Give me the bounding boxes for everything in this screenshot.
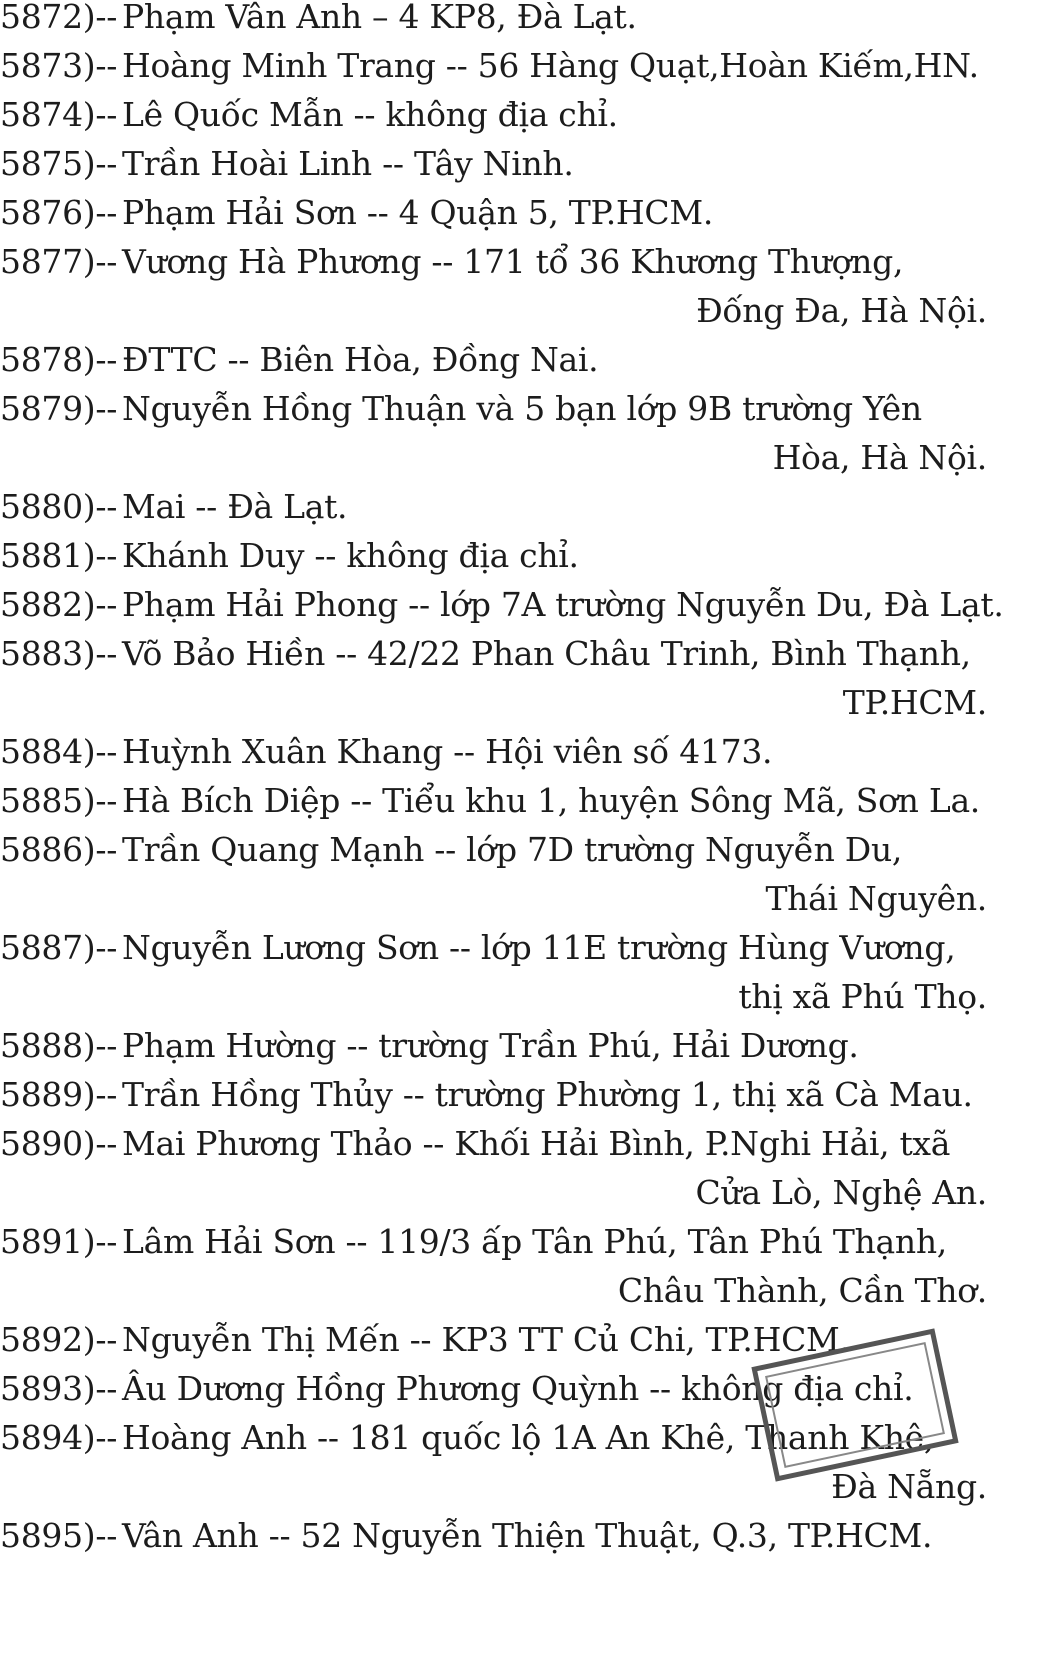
entry-number: 5873)--: [0, 46, 118, 85]
entry-number: 5879)--: [0, 389, 118, 428]
entry-continuation: Đà Nẵng.: [831, 1467, 987, 1506]
entry-number: 5877)--: [0, 242, 118, 281]
entry-text: Hoàng Minh Trang -- 56 Hàng Quạt,Hoàn Kiếm,HN.: [122, 46, 979, 85]
entry-number: 5886)--: [0, 830, 118, 869]
entry-continuation: Hòa, Hà Nội.: [772, 438, 987, 477]
entry-number: 5878)--: [0, 340, 118, 379]
entry-text: Nguyễn Hồng Thuận và 5 bạn lớp 9B trường Yên: [122, 389, 922, 428]
entry-text: Nguyễn Lương Sơn -- lớp 11E trường Hùng Vương,: [122, 928, 956, 967]
entry-text: Khánh Duy -- không địa chỉ.: [122, 536, 579, 575]
entry-number: 5882)--: [0, 585, 118, 624]
entry-continuation: Châu Thành, Cần Thơ.: [617, 1271, 987, 1310]
entry-number: 5889)--: [0, 1075, 118, 1114]
entry-text: Phạm Hường -- trường Trần Phú, Hải Dương.: [122, 1026, 859, 1065]
entry-number: 5875)--: [0, 144, 118, 183]
entry-number: 5883)--: [0, 634, 118, 673]
entry-continuation: Thái Nguyên.: [765, 879, 987, 918]
entry-number: 5893)--: [0, 1369, 118, 1408]
entry-text: Vân Anh -- 52 Nguyễn Thiện Thuật, Q.3, TP.HCM.: [122, 1516, 933, 1555]
entry-text: Trần Quang Mạnh -- lớp 7D trường Nguyễn Du,: [122, 830, 903, 869]
entry-number: 5890)--: [0, 1124, 118, 1163]
entry-number: 5887)--: [0, 928, 118, 967]
entry-text: Phạm Hải Phong -- lớp 7A trường Nguyễn Du, Đà Lạt.: [122, 585, 1004, 624]
entry-continuation: TP.HCM.: [842, 683, 987, 722]
entry-text: Vương Hà Phương -- 171 tổ 36 Khương Thượng,: [122, 242, 904, 281]
entry-text: Trần Hồng Thủy -- trường Phường 1, thị xã Cà Mau.: [122, 1075, 973, 1114]
entry-text: Phạm Hải Sơn -- 4 Quận 5, TP.HCM.: [122, 193, 714, 232]
entry-continuation: Cửa Lò, Nghệ An.: [695, 1173, 987, 1212]
entry-text: Âu Dương Hồng Phương Quỳnh -- không địa chỉ.: [122, 1369, 914, 1408]
entry-number: 5888)--: [0, 1026, 118, 1065]
entry-number: 5884)--: [0, 732, 118, 771]
entry-continuation: Đống Đa, Hà Nội.: [696, 291, 987, 330]
entry-text: Mai Phương Thảo -- Khối Hải Bình, P.Nghi Hải, txã: [122, 1124, 951, 1163]
entry-text: Lâm Hải Sơn -- 119/3 ấp Tân Phú, Tân Phú Thạnh,: [122, 1222, 947, 1261]
entry-number: 5876)--: [0, 193, 118, 232]
entry-text: Hoàng Anh -- 181 quốc lộ 1A An Khê, Thanh Khê,: [122, 1418, 935, 1457]
entry-number: 5895)--: [0, 1516, 118, 1555]
entry-text: Mai -- Đà Lạt.: [122, 487, 348, 526]
entry-number: 5874)--: [0, 95, 118, 134]
entry-number: 5891)--: [0, 1222, 118, 1261]
entry-number: 5892)--: [0, 1320, 118, 1359]
entry-number: 5894)--: [0, 1418, 118, 1457]
entry-text: Võ Bảo Hiền -- 42/22 Phan Châu Trinh, Bình Thạnh,: [122, 634, 971, 673]
entry-text: Hà Bích Diệp -- Tiểu khu 1, huyện Sông Mã, Sơn La.: [122, 781, 981, 820]
entry-number: 5872)--: [0, 0, 118, 36]
entry-text: Trần Hoài Linh -- Tây Ninh.: [122, 144, 574, 183]
entry-number: 5881)--: [0, 536, 118, 575]
entry-continuation: thị xã Phú Thọ.: [738, 977, 987, 1016]
entry-text: Lê Quốc Mẫn -- không địa chỉ.: [122, 95, 618, 134]
entry-number: 5880)--: [0, 487, 118, 526]
entry-text: ĐTTC -- Biên Hòa, Đồng Nai.: [122, 340, 599, 379]
entry-number: 5885)--: [0, 781, 118, 820]
entry-text: Nguyễn Thị Mến -- KP3 TT Củ Chi, TP.HCM.: [122, 1320, 850, 1359]
entry-text: Huỳnh Xuân Khang -- Hội viên số 4173.: [122, 732, 773, 771]
entry-text: Phạm Vân Anh – 4 KP8, Đà Lạt.: [122, 0, 637, 36]
